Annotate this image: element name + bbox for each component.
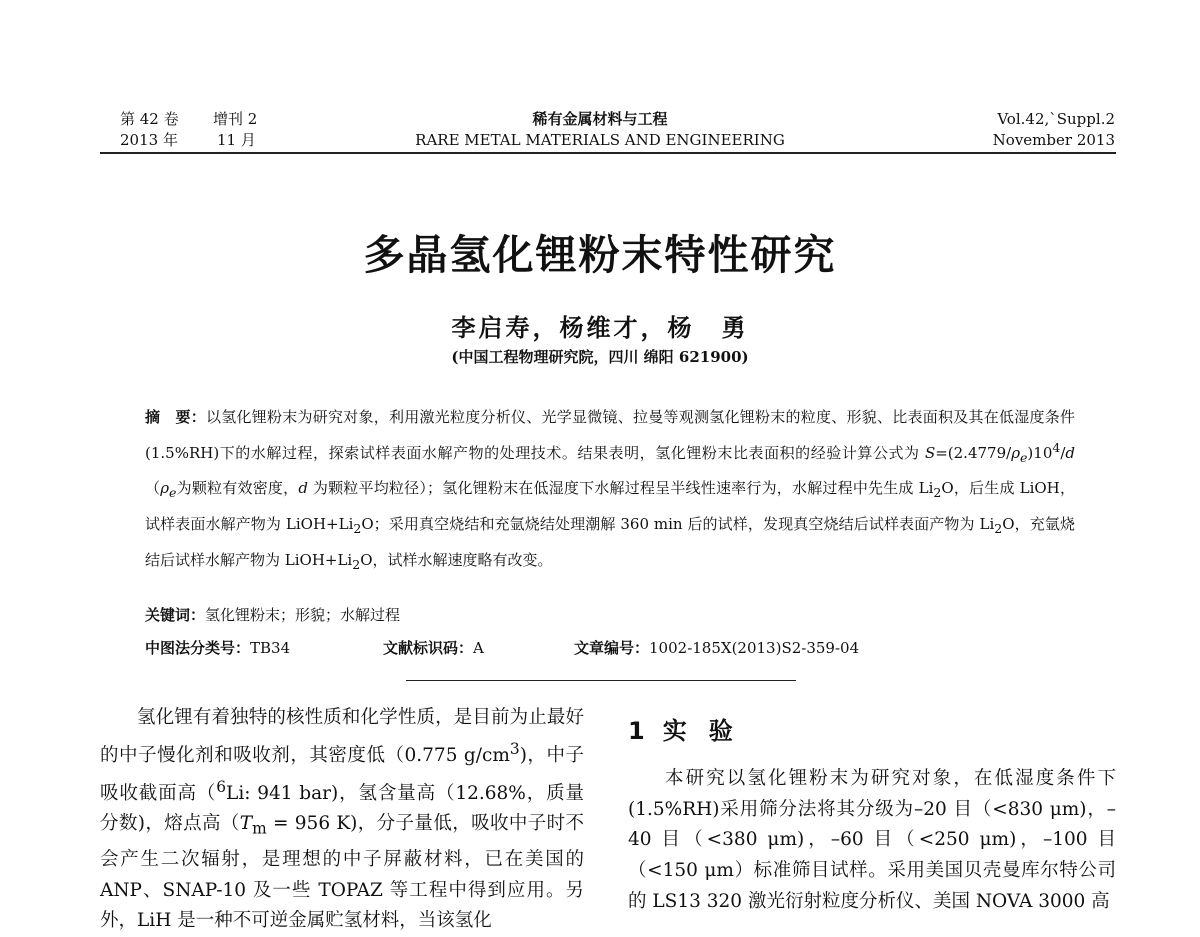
- intro-text: = 956 K)，分子量低，吸收中子时不会产生二次辐射，是理想的中子屏蔽材料，已在美国的 ANP、SNAP-10 及一些 TOPAZ 等工程中得到应用。另外，LiH 是一种不可逆金属贮氢材料，当该氢化: [100, 813, 585, 932]
- section-number: 1: [628, 717, 645, 745]
- abstract-text: 为颗粒有效密度，: [176, 479, 299, 498]
- intro-text: )，中子吸收截面高（: [100, 744, 585, 804]
- experiment-paragraph: 本研究以氢化锂粉末为研究对象，在低湿度条件下(1.5%RH)采用筛分法将其分级为–20 目（<830 μm)，–40 目（<380 μm)，–60 目（<250 μm)，–100 目（<150 μm）标准筛目试样。采用美国贝壳曼库尔特公司的 LS13 320 激光衍射粒度分析仪、美国 NOVA 3000 高: [628, 768, 1116, 912]
- formula-exponent: 4: [1052, 439, 1061, 455]
- article-number-row: [574, 637, 859, 658]
- keywords-row: [145, 604, 400, 625]
- clc-label: 中图法分类号：: [145, 639, 251, 657]
- superscript: 3: [509, 739, 520, 758]
- subscript: 2: [352, 556, 361, 572]
- affiliation: (中国工程物理研究院，四川 绵阳 621900): [451, 348, 749, 366]
- clc-row: [145, 637, 290, 658]
- clc-value: TB34: [250, 639, 291, 657]
- article-number-label: 文章编号：: [574, 639, 650, 657]
- article-number-value: 1002-185X(2013)S2-359-04: [649, 639, 860, 657]
- abstract-rho: ρ: [160, 479, 170, 498]
- doc-code-label: 文献标识码：: [383, 639, 474, 657]
- formula-d: d: [1065, 443, 1075, 462]
- subscript: 2: [353, 521, 362, 537]
- temperature-symbol: T: [239, 813, 253, 835]
- abstract-text: O，后生成 LiOH，试样表面水解产物为 LiOH+Li: [145, 479, 1075, 534]
- subscript: 2: [933, 485, 942, 501]
- abstract-rho-sub: e: [169, 485, 177, 501]
- superscript: 6: [216, 777, 227, 796]
- paper-title: 多晶氢化锂粉末特性研究: [363, 231, 837, 279]
- journal-name-cn: 稀有金属材料与工程: [532, 110, 668, 128]
- abstract-rule: [406, 680, 796, 681]
- date-en: November 2013: [992, 131, 1115, 149]
- volume-label: 第 42 卷: [120, 110, 179, 128]
- subscript: m: [252, 820, 267, 839]
- subscript: 2: [994, 521, 1003, 537]
- formula-s: S: [924, 443, 936, 462]
- section-title: 实验: [662, 717, 755, 745]
- formula-text: /: [1060, 443, 1066, 462]
- abstract-text: 以氢化锂粉末为研究对象，利用激光粒度分析仪、光学显微镜、拉曼等观测氢化锂粉末的粒度、形貌、比表面积及其在低湿度条件(1.5%RH)下的水解过程，探索试样表面水解产物的处理技术。结果表明，氢化锂粉末比表面积的经验计算公式为: [145, 408, 1075, 462]
- author-list: 李启寿，杨维才，杨 勇: [451, 313, 749, 342]
- volume-en: Vol.42,`Suppl.2: [997, 110, 1115, 128]
- keywords-label: 关键词：: [145, 606, 206, 624]
- intro-paragraph: [100, 703, 584, 937]
- intro-text: 氢化锂有着独特的核性质和化学性质，是目前为止最好的中子慢化剂和吸收剂，其密度低（0.775 g/cm: [100, 707, 584, 766]
- abstract-text: O，试样水解速度略有改变。: [360, 550, 553, 569]
- intro-text: Li: 941 bar)，氢含量高（12.68%，质量分数)，熔点高（: [100, 782, 584, 835]
- doc-code-row: [383, 637, 484, 658]
- section-heading: [628, 711, 755, 746]
- abstract: [145, 402, 1075, 581]
- formula-text: =(2.4779/: [935, 443, 1012, 462]
- formula-rho: ρ: [1011, 443, 1021, 462]
- abstract-d: d: [298, 479, 308, 498]
- abstract-text: O，充氩烧结后试样水解产物为 LiOH+Li: [145, 515, 1075, 569]
- abstract-text: O；采用真空烧结和充氩烧结处理潮解 360 min 后的试样，发现真空烧结后试样表面产物为 Li: [361, 515, 995, 534]
- month-label: 11 月: [217, 131, 256, 149]
- issue-label: 增刊 2: [213, 110, 258, 128]
- keywords-value: 氢化锂粉末；形貌；水解过程: [205, 606, 401, 624]
- abstract-text: 为颗粒平均粒径）；氢化锂粉末在低湿度下水解过程呈半线性速率行为，水解过程中先生成 Li: [307, 479, 934, 498]
- journal-name-en: RARE METAL MATERIALS AND ENGINEERING: [415, 131, 785, 149]
- abstract-text: （: [145, 479, 161, 498]
- year-label: 2013 年: [120, 131, 178, 149]
- formula-rho-sub: e: [1020, 449, 1028, 465]
- header-rule: [100, 152, 1116, 154]
- formula-text: )10: [1027, 443, 1053, 462]
- doc-code-value: A: [473, 639, 484, 657]
- abstract-label: 摘 要：: [145, 408, 206, 426]
